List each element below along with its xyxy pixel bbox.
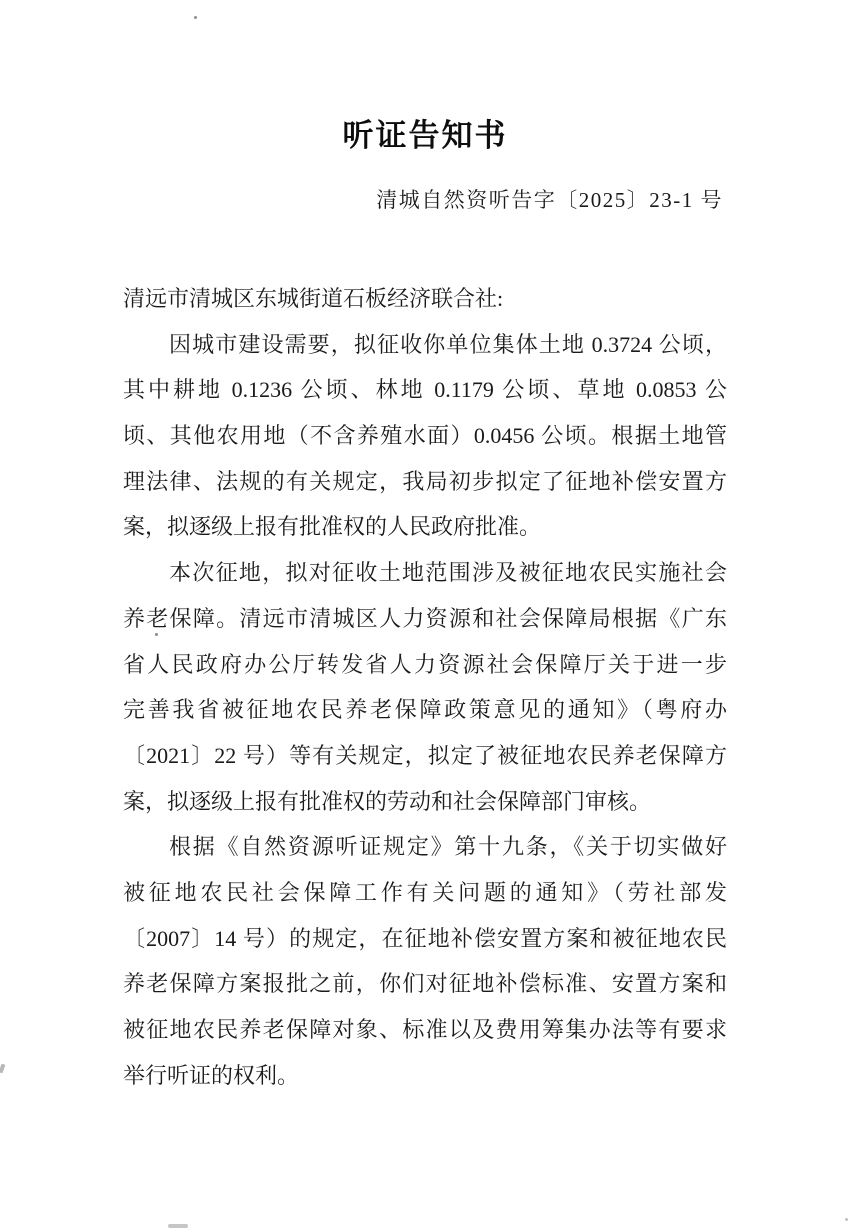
scan-speck [194, 16, 197, 19]
body-line: 案，拟逐级上报有批准权的人民政府批准。 [123, 514, 542, 540]
body-line: 养老保障方案报批之前，你们对征地补偿标准、安置方案和 [123, 971, 727, 997]
body-line: 理法律、法规的有关规定，我局初步拟定了征地补偿安置方 [123, 468, 727, 494]
document-number: 清城自然资听告字〔2025〕23-1 号 [376, 188, 723, 212]
body-line: 省人民政府办公厅转发省人力资源社会保障厅关于进一步 [123, 651, 727, 677]
document-body [123, 276, 727, 1098]
body-line: 完善我省被征地农民养老保障政策意见的通知》（粤府办 [123, 697, 727, 723]
scan-speck [845, 1218, 848, 1221]
body-line: 〔2007〕14 号）的规定，在征地补偿安置方案和被征地农民 [123, 925, 727, 951]
body-line: 养老保障。清远市清城区人力资源和社会保障局根据《广东 [123, 605, 727, 631]
body-line: 本次征地，拟对征收土地范围涉及被征地农民实施社会 [169, 560, 727, 586]
body-line: 根据《自然资源听证规定》第十九条，《关于切实做好 [169, 834, 727, 860]
body-line: 被征地农民社会保障工作有关问题的通知》（劳社部发 [123, 879, 727, 905]
scan-speck [168, 1224, 188, 1228]
body-line: 举行听证的权利。 [123, 1062, 300, 1088]
body-line: 〔2021〕22 号）等有关规定，拟定了被征地农民养老保障方 [123, 742, 727, 768]
body-line: 顷、其他农用地（不含养殖水面）0.0456 公顷。根据土地管 [123, 423, 727, 449]
document-title: 听证告知书 [342, 118, 508, 154]
scan-speck [0, 1064, 5, 1074]
body-line: 案，拟逐级上报有批准权的劳动和社会保障部门审核。 [123, 788, 652, 814]
body-line: 其中耕地 0.1236 公顷、林地 0.1179 公顷、草地 0.0853 公 [123, 377, 727, 403]
scan-speck [155, 633, 158, 636]
salutation-line: 清远市清城区东城街道石板经济联合社: [123, 286, 504, 311]
body-line: 因城市建设需要，拟征收你单位集体土地 0.3724 公顷， [169, 331, 727, 357]
body-line: 被征地农民养老保障对象、标准以及费用筹集办法等有要求 [123, 1017, 727, 1042]
